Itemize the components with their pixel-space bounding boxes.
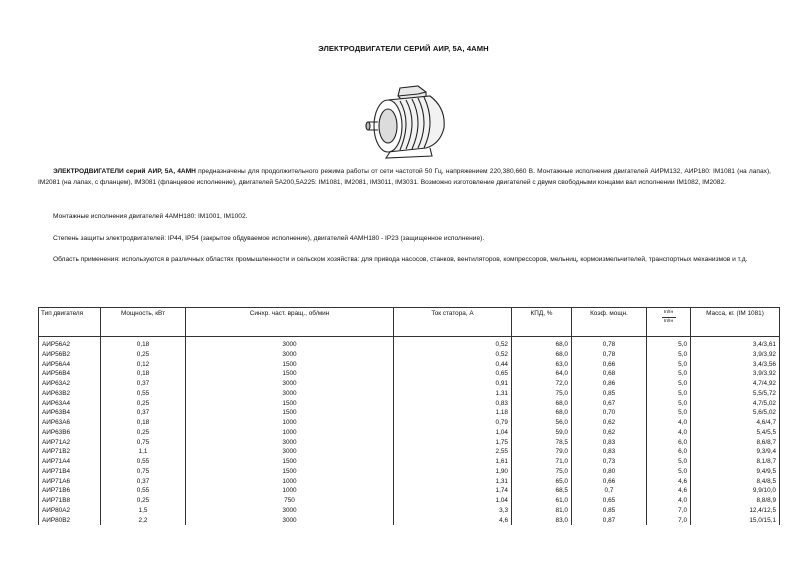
page-title: ЭЛЕКТРОДВИГАТЕЛИ СЕРИЙ АИР, 5А, 4АМН (318, 44, 489, 53)
cell-speed: 3000 (186, 379, 394, 389)
cell-power: 0,37 (101, 408, 186, 418)
cell-mass: 9,3/9,4 (691, 447, 780, 457)
cell-current: 0,79 (394, 418, 512, 428)
cell-power-factor: 0,78 (572, 350, 647, 360)
cell-speed: 3000 (186, 350, 394, 360)
cell-current: 1,04 (394, 428, 512, 438)
table-row (39, 477, 780, 487)
cell-type: АИР63А6 (39, 418, 101, 428)
cell-power: 0,25 (101, 399, 186, 409)
cell-current-ratio: 5,0 (647, 350, 691, 360)
header-mass: Масса, кг. (IM 1081) (691, 308, 780, 337)
table-row (39, 496, 780, 506)
table-row (39, 486, 780, 496)
cell-current: 0,65 (394, 369, 512, 379)
cell-speed: 1000 (186, 418, 394, 428)
cell-efficiency: 72,0 (512, 379, 572, 389)
table-row (39, 399, 780, 409)
cell-current: 4,6 (394, 516, 512, 526)
header-speed: Синхр. част. вращ., об/мин (186, 308, 394, 337)
cell-power-factor: 0,62 (572, 428, 647, 438)
cell-power-factor: 0,73 (572, 457, 647, 467)
cell-efficiency: 78,5 (512, 438, 572, 448)
intro-text: предназначены для продолжительного режима работы от сети частотой 50 Гц, напряжением 220,380,660 В. Монтажные исполнения двигателей АИРМ132, АИР180: IM1081 (на лапах), IM2081 (на лапах, с фланцем), IM3081 (фланцевое исполнение), двигателей 5А200,5А225: IM1081, IM2081, IM3011, IM3031. Возможно изготовление двигателей с двумя свободными концами вал исполнении IM1082, IM2082. (38, 168, 771, 186)
cell-current-ratio: 4,0 (647, 428, 691, 438)
cell-speed: 1000 (186, 477, 394, 487)
table-row (39, 506, 780, 516)
cell-efficiency: 71,0 (512, 457, 572, 467)
cell-mass: 12,4/12,5 (691, 506, 780, 516)
application-text: Область применения: используются в различных областях промышленности и сельском хозяйства: для привода насосов, станков, вентиляторов, компрессоров, мельниц, кормоизмельчителей, транспортных механизмов и т.д. (53, 256, 748, 263)
cell-current: 1,18 (394, 408, 512, 418)
header-efficiency: КПД, % (512, 308, 572, 337)
cell-efficiency: 61,0 (512, 496, 572, 506)
cell-current: 1,74 (394, 486, 512, 496)
header-power-factor: Коэф. мощн. (572, 308, 647, 337)
cell-power-factor: 0,83 (572, 447, 647, 457)
table-row (39, 389, 780, 399)
cell-mass: 3,9/3,92 (691, 369, 780, 379)
cell-mass: 4,6/4,7 (691, 418, 780, 428)
cell-speed: 1000 (186, 428, 394, 438)
intro-paragraph (38, 167, 771, 188)
cell-speed: 1500 (186, 467, 394, 477)
cell-current: 1,04 (394, 496, 512, 506)
cell-power-factor: 0,68 (572, 369, 647, 379)
ratio-bottom: Iп/Iн (663, 319, 674, 324)
cell-type: АИР63А2 (39, 379, 101, 389)
cell-power-factor: 0,62 (572, 418, 647, 428)
cell-current: 0,52 (394, 337, 512, 350)
cell-type: АИР56В4 (39, 369, 101, 379)
cell-mass: 8,6/8,7 (691, 438, 780, 448)
cell-current: 1,31 (394, 389, 512, 399)
mounting-paragraph (38, 212, 771, 223)
cell-mass: 8,4/8,5 (691, 477, 780, 487)
cell-mass: 4,7/4,92 (691, 379, 780, 389)
cell-power: 0,55 (101, 486, 186, 496)
cell-current-ratio: 5,0 (647, 408, 691, 418)
cell-current-ratio: 5,0 (647, 337, 691, 350)
cell-power: 0,55 (101, 457, 186, 467)
cell-type: АИР71А6 (39, 477, 101, 487)
table-row (39, 360, 780, 370)
cell-power-factor: 0,67 (572, 399, 647, 409)
cell-mass: 9,4/9,5 (691, 467, 780, 477)
cell-mass: 8,8/8,9 (691, 496, 780, 506)
cell-current: 3,3 (394, 506, 512, 516)
ratio-top: Iп/Iн (663, 310, 674, 315)
cell-power: 0,75 (101, 438, 186, 448)
table-body (39, 337, 780, 526)
cell-current-ratio: 6,0 (647, 447, 691, 457)
intro-bold-text: ЭЛЕКТРОДВИГАТЕЛИ серий АИР, 5А, 4АМН (53, 168, 196, 175)
cell-mass: 4,7/5,02 (691, 399, 780, 409)
table-row (39, 369, 780, 379)
cell-current: 2,55 (394, 447, 512, 457)
cell-current: 1,61 (394, 457, 512, 467)
cell-power-factor: 0,86 (572, 379, 647, 389)
cell-mass: 5,5/5,72 (691, 389, 780, 399)
cell-power: 0,55 (101, 389, 186, 399)
cell-current-ratio: 4,6 (647, 477, 691, 487)
cell-power: 0,25 (101, 428, 186, 438)
cell-power-factor: 0,85 (572, 506, 647, 516)
cell-power: 0,25 (101, 496, 186, 506)
header-power: Мощность, кВт (101, 308, 186, 337)
cell-speed: 3000 (186, 389, 394, 399)
cell-type: АИР56В2 (39, 350, 101, 360)
cell-type: АИР71В2 (39, 447, 101, 457)
table-row (39, 438, 780, 448)
cell-current-ratio: 5,0 (647, 369, 691, 379)
cell-power-factor: 0,70 (572, 408, 647, 418)
cell-speed: 1500 (186, 408, 394, 418)
mounting-text: Монтажные исполнения двигателей 4АМН180: IM1001, IM1002. (53, 213, 248, 220)
cell-efficiency: 79,0 (512, 447, 572, 457)
cell-current: 1,75 (394, 438, 512, 448)
cell-speed: 1500 (186, 360, 394, 370)
cell-mass: 5,6/5,02 (691, 408, 780, 418)
cell-type: АИР71В8 (39, 496, 101, 506)
cell-type: АИР63В2 (39, 389, 101, 399)
cell-efficiency: 83,0 (512, 516, 572, 526)
cell-current: 0,52 (394, 350, 512, 360)
cell-speed: 750 (186, 496, 394, 506)
cell-mass: 9,9/10,0 (691, 486, 780, 496)
cell-speed: 1000 (186, 486, 394, 496)
header-current: Ток статора, А (394, 308, 512, 337)
cell-current: 0,91 (394, 379, 512, 389)
table-row (39, 516, 780, 526)
cell-efficiency: 75,0 (512, 389, 572, 399)
table-row (39, 447, 780, 457)
cell-power: 0,75 (101, 467, 186, 477)
cell-efficiency: 63,0 (512, 360, 572, 370)
cell-power-factor: 0,78 (572, 337, 647, 350)
cell-current: 1,31 (394, 477, 512, 487)
cell-speed: 3000 (186, 438, 394, 448)
cell-mass: 3,9/3,92 (691, 350, 780, 360)
cell-type: АИР63В6 (39, 428, 101, 438)
protection-text: Степень защиты электродвигателей: IP44, IP54 (закрытое обдуваемое исполнение), двигателей 4АМН180 - IP23 (защищенное исполнение). (53, 235, 485, 242)
cell-current-ratio: 6,0 (647, 438, 691, 448)
cell-efficiency: 68,5 (512, 486, 572, 496)
table-row (39, 337, 780, 350)
table-header-row (39, 308, 780, 337)
cell-efficiency: 65,0 (512, 477, 572, 487)
cell-speed: 1500 (186, 457, 394, 467)
cell-efficiency: 59,0 (512, 428, 572, 438)
cell-power-factor: 0,80 (572, 467, 647, 477)
cell-type: АИР71А2 (39, 438, 101, 448)
application-paragraph (38, 255, 771, 266)
cell-power-factor: 0,87 (572, 516, 647, 526)
cell-efficiency: 68,0 (512, 408, 572, 418)
cell-power: 1,5 (101, 506, 186, 516)
table-row (39, 379, 780, 389)
cell-efficiency: 81,0 (512, 506, 572, 516)
cell-current-ratio: 5,0 (647, 389, 691, 399)
cell-power: 0,37 (101, 379, 186, 389)
table-row (39, 428, 780, 438)
cell-type: АИР56А4 (39, 360, 101, 370)
protection-paragraph (38, 234, 771, 245)
cell-mass: 8,1/8,7 (691, 457, 780, 467)
cell-speed: 1500 (186, 399, 394, 409)
cell-speed: 3000 (186, 337, 394, 350)
electric-motor-icon (360, 78, 450, 160)
cell-speed: 3000 (186, 516, 394, 526)
cell-current-ratio: 5,0 (647, 379, 691, 389)
cell-current: 1,90 (394, 467, 512, 477)
cell-current-ratio: 5,0 (647, 360, 691, 370)
cell-current: 0,83 (394, 399, 512, 409)
cell-type: АИР80А2 (39, 506, 101, 516)
cell-power: 0,25 (101, 350, 186, 360)
cell-efficiency: 64,0 (512, 369, 572, 379)
cell-current-ratio: 5,0 (647, 467, 691, 477)
cell-speed: 1500 (186, 369, 394, 379)
table-row (39, 457, 780, 467)
cell-efficiency: 56,0 (512, 418, 572, 428)
cell-current-ratio: 4,6 (647, 486, 691, 496)
table-row (39, 350, 780, 360)
cell-type: АИР63А4 (39, 399, 101, 409)
table-row (39, 467, 780, 477)
cell-power: 0,37 (101, 477, 186, 487)
cell-type: АИР56А2 (39, 337, 101, 350)
cell-current-ratio: 5,0 (647, 457, 691, 467)
cell-current-ratio: 5,0 (647, 399, 691, 409)
cell-power: 0,18 (101, 418, 186, 428)
cell-power-factor: 0,66 (572, 360, 647, 370)
cell-power-factor: 0,66 (572, 477, 647, 487)
cell-power: 0,18 (101, 369, 186, 379)
cell-efficiency: 75,0 (512, 467, 572, 477)
cell-mass: 5,4/5,5 (691, 428, 780, 438)
cell-power-factor: 0,65 (572, 496, 647, 506)
cell-mass: 3,4/3,56 (691, 360, 780, 370)
cell-power-factor: 0,7 (572, 486, 647, 496)
cell-current-ratio: 7,0 (647, 506, 691, 516)
cell-power: 0,12 (101, 360, 186, 370)
cell-mass: 15,0/15,1 (691, 516, 780, 526)
table-row (39, 418, 780, 428)
cell-type: АИР71В6 (39, 486, 101, 496)
cell-efficiency: 68,0 (512, 350, 572, 360)
cell-speed: 3000 (186, 447, 394, 457)
cell-type: АИР71В4 (39, 467, 101, 477)
cell-current-ratio: 4,0 (647, 496, 691, 506)
cell-type: АИР63В4 (39, 408, 101, 418)
cell-power-factor: 0,83 (572, 438, 647, 448)
table-row (39, 408, 780, 418)
header-type: Тип двигателя (39, 308, 101, 337)
cell-current: 0,44 (394, 360, 512, 370)
motor-specs-table (38, 307, 780, 525)
cell-efficiency: 68,0 (512, 399, 572, 409)
cell-efficiency: 68,0 (512, 337, 572, 350)
cell-power-factor: 0,85 (572, 389, 647, 399)
cell-current-ratio: 4,0 (647, 418, 691, 428)
cell-power: 0,18 (101, 337, 186, 350)
cell-speed: 3000 (186, 506, 394, 516)
cell-power: 2,2 (101, 516, 186, 526)
header-current-ratio (647, 308, 691, 337)
cell-type: АИР80В2 (39, 516, 101, 526)
cell-power: 1,1 (101, 447, 186, 457)
cell-current-ratio: 7,0 (647, 516, 691, 526)
cell-mass: 3,4/3,61 (691, 337, 780, 350)
cell-type: АИР71А4 (39, 457, 101, 467)
